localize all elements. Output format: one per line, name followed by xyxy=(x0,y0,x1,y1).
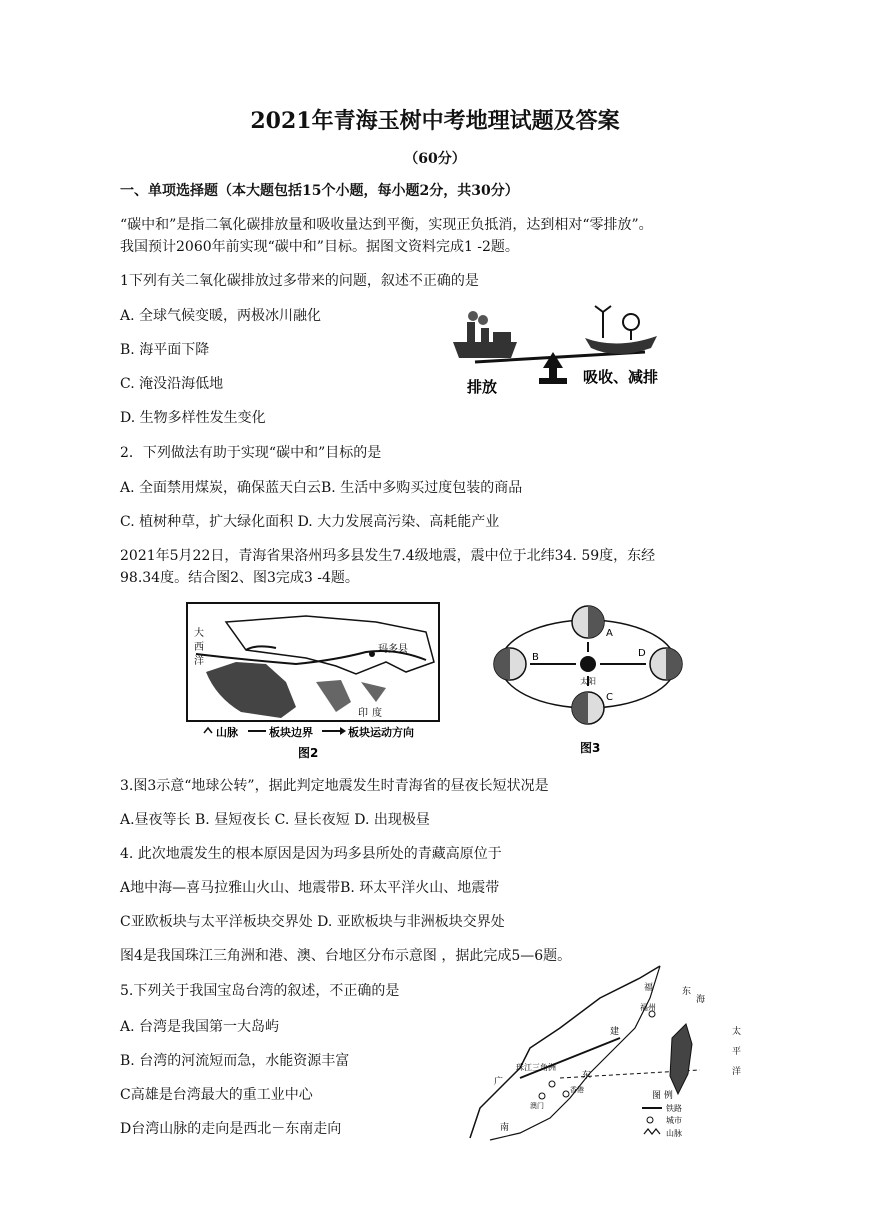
figure-caption: 图2 xyxy=(298,746,319,760)
option-a: A. 全球气候变暖，两极冰川融化 xyxy=(120,308,322,324)
map-label: 东 xyxy=(682,987,692,997)
legend-mountain: 山脉 xyxy=(216,726,238,739)
option-b: B. 台湾的河流短而急，水能资源丰富 xyxy=(120,1053,350,1069)
intro-text: “碳中和”是指二氧化碳排放量和吸收量达到平衡，实现正负抵消，达到相对“零排放”。 xyxy=(120,217,653,233)
option-d: D. 生物多样性发生变化 xyxy=(120,410,266,426)
map-label: 香港 xyxy=(570,1086,584,1094)
position-c: C xyxy=(606,692,613,703)
legend-title: 图 例 xyxy=(652,1091,673,1101)
map-letter: 洋 xyxy=(194,656,204,667)
prd-taiwan-map-figure xyxy=(460,958,760,1148)
question-stem: 1下列有关二氧化碳排放过多带来的问题，叙述不正确的是 xyxy=(120,273,479,289)
intro-text: 我国预计2060年前实现“碳中和”目标。据图文资料完成1 -2题。 xyxy=(120,239,519,255)
map-label: 太 xyxy=(732,1027,742,1037)
map-letter: 度 xyxy=(372,708,382,719)
sun-label: 太阳 xyxy=(580,677,596,686)
map-letter: 大 xyxy=(194,628,204,639)
page-title: 2021年青海玉树中考地理试题及答案 xyxy=(250,108,620,134)
option-a: A. 台湾是我国第一大岛屿 xyxy=(120,1019,280,1035)
total-score: （60分） xyxy=(404,151,466,167)
question-stem: 5.下列关于我国宝岛台湾的叙述，不正确的是 xyxy=(120,983,400,999)
carbon-balance-figure xyxy=(445,300,665,400)
question-stem: 3.图3示意“地球公转”，据此判定地震发生时青海省的昼夜长短状况是 xyxy=(120,778,549,794)
legend-item: 山脉 xyxy=(666,1129,682,1138)
option-b: B. 海平面下降 xyxy=(120,342,210,358)
position-a: A xyxy=(606,628,613,639)
map-label: 珠江三角洲 xyxy=(516,1063,556,1072)
option-c: C. 淹没沿海低地 xyxy=(120,376,224,392)
options-ab: A地中海—喜马拉雅山火山、地震带B. 环太平洋火山、地震带 xyxy=(120,880,500,896)
map-label: 广 xyxy=(494,1077,504,1087)
option-d: D台湾山脉的走向是西北－东南走向 xyxy=(120,1121,342,1137)
map-label: 建 xyxy=(610,1027,620,1037)
section-heading: 一、单项选择题（本大题包括15个小题，每小题2分，共30分） xyxy=(120,183,519,199)
position-d: D xyxy=(638,648,646,659)
legend-item: 城市 xyxy=(666,1116,682,1125)
legend-direction: 板块运动方向 xyxy=(348,726,414,739)
options-ab: A. 全面禁用煤炭，确保蓝天白云B. 生活中多购买过度包装的商品 xyxy=(120,480,523,496)
position-b: B xyxy=(532,652,539,663)
map-letter: 西 xyxy=(194,642,204,653)
map-label: 东 xyxy=(582,1071,592,1081)
figure-caption: 图3 xyxy=(580,741,601,755)
map-label: 海 xyxy=(696,995,706,1005)
legend-item: 铁路 xyxy=(666,1104,682,1113)
question-stem: 4. 此次地震发生的根本原因是因为玛多县所处的青藏高原位于 xyxy=(120,846,502,862)
emission-label: 排放 xyxy=(467,378,498,396)
question-stem: 2．下列做法有助于实现“碳中和”目标的是 xyxy=(120,445,382,461)
map-label: 澳门 xyxy=(530,1102,544,1110)
options-cd: C亚欧板块与太平洋板块交界处 D. 亚欧板块与非洲板块交界处 xyxy=(120,914,505,930)
option-c: C高雄是台湾最大的重工业中心 xyxy=(120,1087,313,1103)
intro-text: 98.34度。结合图2、图3完成3 -4题。 xyxy=(120,570,359,586)
plate-map-figure xyxy=(186,602,442,760)
map-label: 平 xyxy=(732,1047,742,1057)
absorption-label: 吸收、减排 xyxy=(583,368,659,386)
legend-boundary: 板块边界 xyxy=(269,726,313,739)
intro-text: 图4是我国珠江三角洲和港、澳、台地区分布示意图 ，据此完成5—6题。 xyxy=(120,948,572,964)
map-label: 福州 xyxy=(640,1003,656,1012)
options-cd: C. 植树种草，扩大绿化面积 D. 大力发展高污染、高耗能产业 xyxy=(120,514,500,530)
options: A.昼夜等长 B. 昼短夜长 C. 昼长夜短 D. 出现极昼 xyxy=(120,812,430,828)
map-label: 洋 xyxy=(732,1067,742,1077)
maduo-label: 玛多县 xyxy=(378,644,408,655)
map-label: 福 xyxy=(644,983,654,993)
revolution-figure xyxy=(490,600,692,760)
intro-text: 2021年5月22日，青海省果洛州玛多县发生7.4级地震，震中位于北纬34. 59度，东经 xyxy=(120,548,656,564)
map-label: 南 xyxy=(500,1123,510,1133)
map-letter: 印 xyxy=(358,708,368,719)
